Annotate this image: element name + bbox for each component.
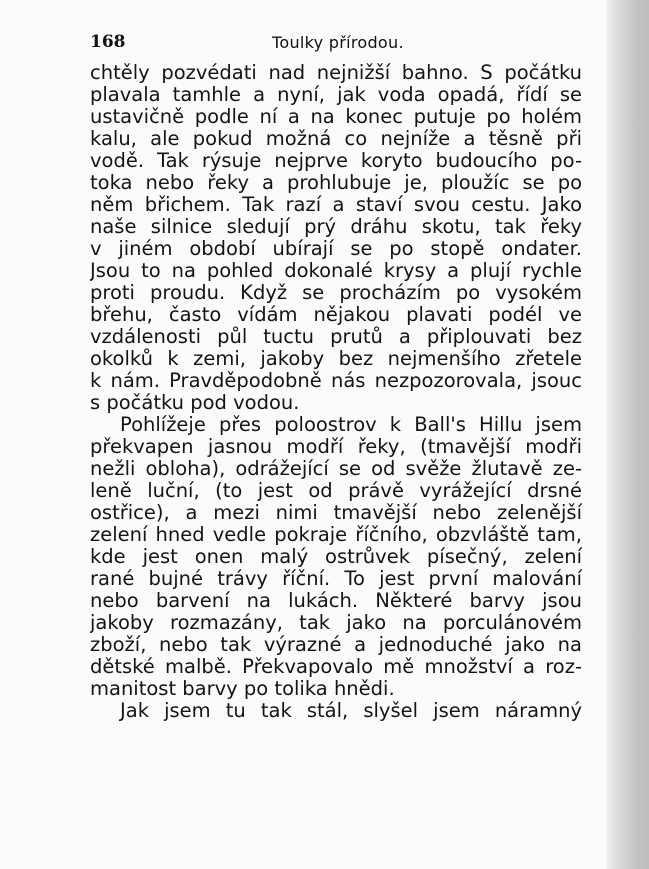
page-number: 168	[90, 32, 126, 52]
text-line: k nám. Pravděpodobně nás nezpozorovala, jsouc	[90, 370, 582, 392]
text-line: toka nebo řeky a prohlubuje je, ploužíc se po	[90, 172, 582, 194]
text-line: Pohlížeje přes poloostrov k Ball's Hillu jsem	[120, 414, 582, 436]
text-line: plavala tamhle a nyní, jak voda opadá, řídí se	[90, 84, 582, 106]
text-line: kalu, ale pokud možná co nejníže a těsně při	[90, 128, 582, 150]
text-line: naše silnice sledují prý dráhu skotu, tak řeky	[90, 216, 582, 238]
text-line: ustavičně podle ní a na konec putuje po holém	[90, 106, 582, 128]
text-line: leně luční, (to jest od právě vyrážející drsné	[90, 480, 582, 502]
body-text	[90, 62, 582, 722]
text-line: manitost barvy po tolika hnědi.	[90, 678, 395, 700]
text-line: proti proudu. Když se procházím po vysokém	[90, 282, 582, 304]
page-header	[90, 30, 582, 56]
text-line: břehu, často vídám nějakou plavati podél ve	[90, 304, 582, 326]
text-line: jakoby rozmazány, tak jako na porculánovém	[90, 612, 582, 634]
running-title: Toulky přírodou.	[272, 33, 404, 52]
text-line: s počátku pod vodou.	[90, 392, 300, 414]
text-line: nebo barvení na lukách. Některé barvy jsou	[90, 590, 582, 612]
text-line: vodě. Tak rýsuje nejprve koryto budoucího po-	[90, 150, 582, 172]
text-line: vzdálenosti půl tuctu prutů a připlouvati bez	[90, 326, 582, 348]
text-line: okolků k zemi, jakoby bez nejmenšího zřetele	[90, 348, 582, 370]
text-line: rané bujné trávy říční. To jest první malování	[90, 568, 582, 590]
text-line: zboží, nebo tak výrazné a jednoduché jako na	[90, 634, 582, 656]
text-line: Jak jsem tu tak stál, slyšel jsem náramný	[120, 700, 582, 722]
text-line: zelení hned vedle pokraje říčního, obzvláště tam,	[90, 524, 582, 546]
text-line: něm břichem. Tak razí a staví svou cestu. Jako	[90, 194, 582, 216]
book-spine-shadow	[606, 0, 649, 869]
text-line: překvapen jasnou modří řeky, (tmavější modři	[90, 436, 582, 458]
text-line: v jiném období ubírají se po stopě ondater.	[90, 238, 582, 260]
text-line: nežli obloha), odrážející se od svěže žlutavě ze-	[90, 458, 582, 480]
text-line: Jsou to na pohled dokonalé krysy a plují rychle	[90, 260, 582, 282]
text-line: dětské malbě. Překvapovalo mě množství a roz-	[90, 656, 582, 678]
text-line: ostřice), a mezi nimi tmavější nebo zelenější	[90, 502, 582, 524]
text-line: kde jest onen malý ostrůvek písečný, zelení	[90, 546, 582, 568]
text-line: chtěly pozvédati nad nejnižší bahno. S počátku	[90, 62, 582, 84]
